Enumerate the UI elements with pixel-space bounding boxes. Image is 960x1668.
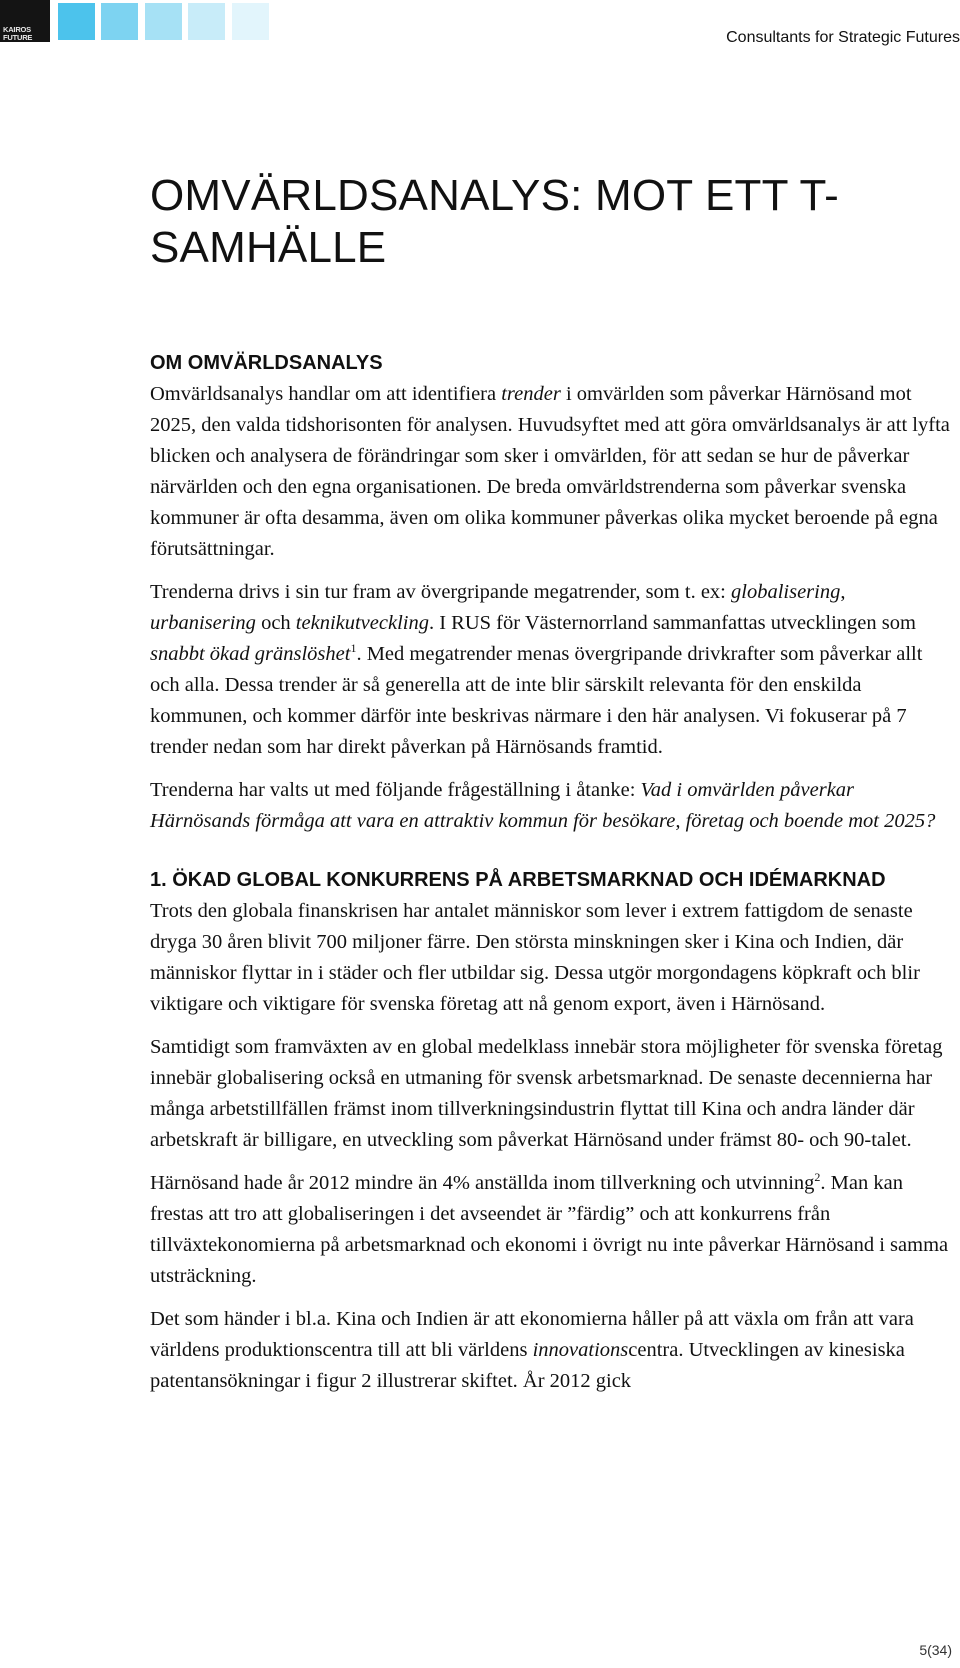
header-square-2 bbox=[101, 3, 138, 40]
main-content bbox=[150, 170, 955, 1397]
italic-text: teknikutveckling bbox=[295, 612, 429, 634]
header-square-5 bbox=[232, 3, 269, 40]
header-square-3 bbox=[145, 3, 182, 40]
paragraph: Samtidigt som framväxten av en global medelklass innebär stora möjligheter för svenska företag innebär globalisering också en utmaning för svensk arbetsmarknad. De senaste decennierna har många arbetstillfällen främst inom tillverkningsindustrin flyttat till Kina och andra länder där arbetskraft är billigare, en utveckling som påverkat Härnösand under främst 80- och 90-talet. bbox=[150, 1036, 943, 1151]
paragraph: Trots den globala finanskrisen har antalet människor som lever i extrem fattigdom de senaste dryga 30 åren blivit 700 miljoner färre. Den största minskningen sker i Kina och Indien, där människor flyttar in i städer och fler utbildar sig. Dessa utgör morgondagens köpkraft och blir viktigare och viktigare för svenska företag att nå genom export, även i Härnösand. bbox=[150, 900, 920, 1015]
paragraph bbox=[150, 775, 955, 837]
footnote-ref-1[interactable]: 1 bbox=[350, 641, 357, 656]
paragraph bbox=[150, 379, 955, 565]
text-run: , bbox=[840, 581, 846, 603]
text-run: Trenderna har valts ut med följande frågeställning i åtanke: bbox=[150, 779, 641, 801]
text-run: och bbox=[255, 612, 296, 634]
text-run: Härnösand hade år 2012 mindre än 4% anställda inom tillverkning och utvinning bbox=[150, 1172, 815, 1194]
italic-text: globalisering bbox=[731, 581, 841, 603]
paragraph bbox=[150, 1168, 955, 1292]
text-run: . Man kan frestas att tro att globaliseringen i det avseendet är ”färdig” och att konkurrens från tillväxtekonomierna på arbetsmarknad och ekonomi i övrigt nu inte påverkar Härnösand i samma utsträckning. bbox=[150, 1172, 949, 1287]
company-tagline: Consultants for Strategic Futures bbox=[726, 29, 960, 46]
header-square-1 bbox=[58, 3, 95, 40]
logo-line-2: FUTURE bbox=[3, 32, 33, 42]
paragraph bbox=[150, 1304, 955, 1397]
text-run: . I RUS för Västernorrland sammanfattas utvecklingen som bbox=[428, 612, 916, 634]
section-heading-om-omvarldsanalys: OM OMVÄRLDSANALYS bbox=[150, 352, 383, 374]
italic-text: innovations bbox=[532, 1339, 629, 1361]
logo-text bbox=[3, 26, 32, 41]
italic-text: urbanisering bbox=[150, 612, 256, 634]
paragraph bbox=[150, 577, 955, 763]
text-run: Det som händer i bl.a. Kina och Indien är att ekonomierna håller på att växla om från att vara världens produktionscentra till att bli världens bbox=[150, 1308, 914, 1361]
italic-text: Vad i omvärlden påverkar Härnösands förmåga att vara en attraktiv kommun för besökare, företag och boende mot 2025? bbox=[150, 779, 936, 832]
page-number: 5(34) bbox=[919, 1642, 952, 1658]
italic-text: snabbt ökad gränslöshet bbox=[150, 643, 351, 665]
logo-line-1: KAIROS bbox=[3, 25, 31, 34]
text-run: i omvärlden som påverkar Härnösand mot 2025, den valda tidshorisonten för analysen. Huvudsyftet med att göra omvärldsanalys är att lyfta blicken och analysera de förändringar som sker i omvärlden, för att sedan se hur de påverkar närvärlden och den egna organisationen. De breda omvärldstrenderna som påverkar svenska kommuner är ofta desamma, även om olika kommuner påverkas olika mycket beroende på egna förutsättningar. bbox=[150, 383, 950, 560]
section-heading-global-konkurrens: 1. ÖKAD GLOBAL KONKURRENS PÅ ARBETSMARKNAD OCH IDÉMARKNAD bbox=[150, 869, 886, 891]
text-run: . Med megatrender menas övergripande drivkrafter som påverkar allt och alla. Dessa trender är så generella att de inte blir särskilt relevanta för den enskilda kommunen, och kommer därför inte beskrivas närmare i den här analysen. Vi fokuserar på 7 trender nedan som har direkt påverkan på Härnösands framtid. bbox=[150, 643, 923, 758]
italic-text: trender bbox=[501, 383, 561, 405]
text-run: Trenderna drivs i sin tur fram av övergripande megatrender, som t. ex: bbox=[150, 581, 731, 603]
text-run: Omvärldsanalys handlar om att identifiera bbox=[150, 383, 502, 405]
page-title: OMVÄRLDSANALYS: MOT ETT T-SAMHÄLLE bbox=[150, 171, 839, 272]
footnote-ref-2[interactable]: 2 bbox=[814, 1170, 821, 1185]
text-run: centra. Utvecklingen av kinesiska patentansökningar i figur 2 illustrerar skiftet. År 2012 gick bbox=[150, 1339, 905, 1392]
header-square-4 bbox=[188, 3, 225, 40]
kairos-future-logo bbox=[0, 0, 50, 42]
